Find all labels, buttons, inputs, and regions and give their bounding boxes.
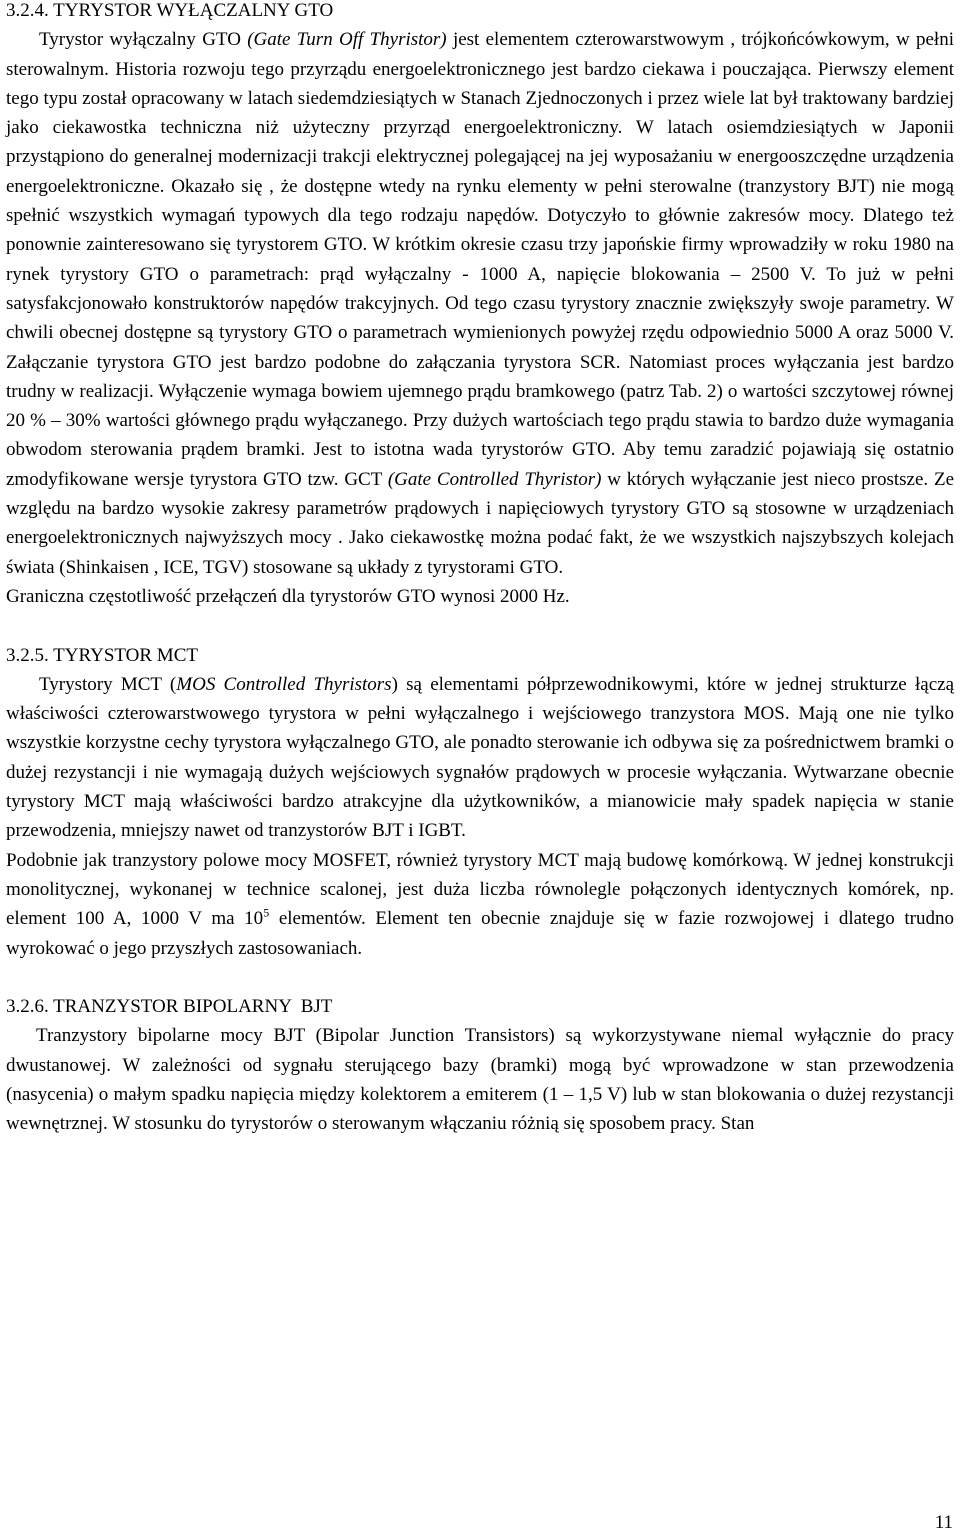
page-number: 11 [934, 1512, 953, 1533]
italic-term: MOS Controlled Thyristors [176, 673, 392, 695]
section-heading-bjt: 3.2.6. TRANZYSTOR BIPOLARNY BJT [6, 996, 333, 1018]
paragraph-gto-body [6, 25, 954, 582]
section-gap [6, 611, 954, 640]
text-run: elementów. Element ten obecnie znajduje się w fazie rozwojowej i dlatego trudno wyrokować o jego przyszłych zastosowaniach. [6, 908, 954, 959]
section-heading-mct: 3.2.5. TYRYSTOR MCT [6, 644, 198, 666]
italic-term: (Gate Controlled Thyristor) [387, 468, 602, 490]
superscript: 5 [263, 905, 270, 920]
paragraph-gto-frequency [6, 582, 954, 611]
text-run: Podobnie jak tranzystory polowe mocy MOSFET, również tyrystory MCT mają budowę komórkową. W jednej konstrukcji monolitycznej, wykonanej w technice scalonej, jest duża liczba równolegle połączonych identycznych komórek, np. element 100 A, 1000 V ma 10 [6, 849, 954, 930]
document-page [6, 0, 954, 1139]
text-run: Graniczna częstotliwość przełączeń dla tyrystorów GTO wynosi 2000 Hz. [6, 585, 570, 607]
text-run: Tranzystory bipolarne mocy BJT (Bipolar Junction Transistors) są wykorzystywane niemal wyłącznie do pracy dwustanowej. W zależności od sygnału sterującego bazy (bramki) mogą być wprowadzone w stan przewodzenia (nasycenia) o małym spadku napięcia między kolektorem a emiterem (1 – 1,5 V) lub w stan blokowania o dużej rezystancji wewnętrznej. W stosunku do tyrystorów o sterowanym włączaniu różnią się sposobem pracy. Stan [6, 1025, 954, 1135]
text-run: Tyrystory MCT ( [39, 673, 177, 695]
text-run: w których wyłączanie jest nieco prostsze. Ze względu na bardzo wysokie zakresy parametrów prądowych i napięciowych tyrystory GTO są stosowne w urządzeniach energoelektronicznych najwyższych mocy . Jako ciekawostkę można podać fakt, że we wszystkich najszybszych kolejach świata (Shinkaisen , ICE, TGV) stosowane są układy z tyrystorami GTO. [6, 468, 955, 578]
section-gap [6, 963, 954, 992]
text-run: ) są elementami półprzewodnikowymi, które w jednej strukturze łączą właściwości czterowarstwowego tyrystora w pełni wyłączalnego i wejściowego tranzystora MOS. Mają one nie tylko wszystkie korzystne cechy tyrystora wyłączalnego GTO, ale ponadto sterowanie ich odbywa się za pośrednictwem bramki o dużej rezystancji i nie wymagają dużych wejściowych sygnałów prądowych w procesie wyłączania. Wytwarzane obecnie tyrystory MCT mają właściwości bardzo atrakcyjne dla użytkowników, a mianowicie mały spadek napięcia w stanie przewodzenia, mniejszy nawet od tranzystorów BJT i IGBT. [6, 673, 954, 842]
italic-term: (Gate Turn Off Thyristor) [247, 29, 447, 51]
text-run: Tyrystor wyłączalny GTO [39, 29, 248, 51]
paragraph-mct-body [6, 670, 954, 846]
paragraph-mct-cells [6, 846, 954, 963]
text-run: jest elementem czterowarstwowym , trójkońcówkowym, w pełni sterowalnym. Historia rozwoju tego przyrządu energoelektronicznego jest bardzo ciekawa i pouczająca. Pierwszy element tego typu został opracowany w latach siedemdziesiątych w Stanach Zjednoczonych i przez wiele lat był traktowany bardziej jako ciekawostka techniczna niż użyteczny przyrząd energoelektroniczny. W latach osiemdziesiątych w Japonii przystąpiono do generalnej modernizacji trakcji elektrycznej polegającej na jej wyposażaniu w energooszczędne urządzenia energoelektroniczne. Okazało się , że dostępne wtedy na rynku elementy w pełni sterowalne (tranzystory BJT) nie mogą spełnić wszystkich wymagań typowych dla tego rodzaju napędów. Dotyczyło to głównie zakresów mocy. Dlatego też ponownie zainteresowano się tyrystorem GTO. W krótkim okresie czasu trzy japońskie firmy wprowadziły w roku 1980 na rynek tyrystory GTO o parametrach: prąd wyłączalny - 1000 A, napięcie blokowania – 2500 V. To już w pełni satysfakcjonowało konstruktorów napędów trakcyjnych. Od tego czasu tyrystory znacznie zwiększyły swoje parametry. W chwili obecnej dostępne są tyrystory GTO o parametrach wymienionych powyżej rzędu odpowiednio 5000 A oraz 5000 V. Załączanie tyrystora GTO jest bardzo podobne do załączania tyrystora SCR. Natomiast proces wyłączania jest bardzo trudny w realizacji. Wyłączenie wymaga bowiem ujemnego prądu bramkowego (patrz Tab. 2) o wartości szczytowej równej 20 % – 30% wartości głównego prądu wyłączanego. Przy dużych wartościach tego prądu stawia to bardzo duże wymagania obwodom sterowania prądem bramki. Jest to istotna wada tyrystorów GTO. Aby temu zaradzić pojawiają się ostatnio zmodyfikowane wersje tyrystora GTO tzw. GCT [6, 29, 954, 490]
paragraph-bjt-body [6, 1021, 954, 1138]
section-heading-gto: 3.2.4. TYRYSTOR WYŁĄCZALNY GTO [6, 0, 334, 21]
